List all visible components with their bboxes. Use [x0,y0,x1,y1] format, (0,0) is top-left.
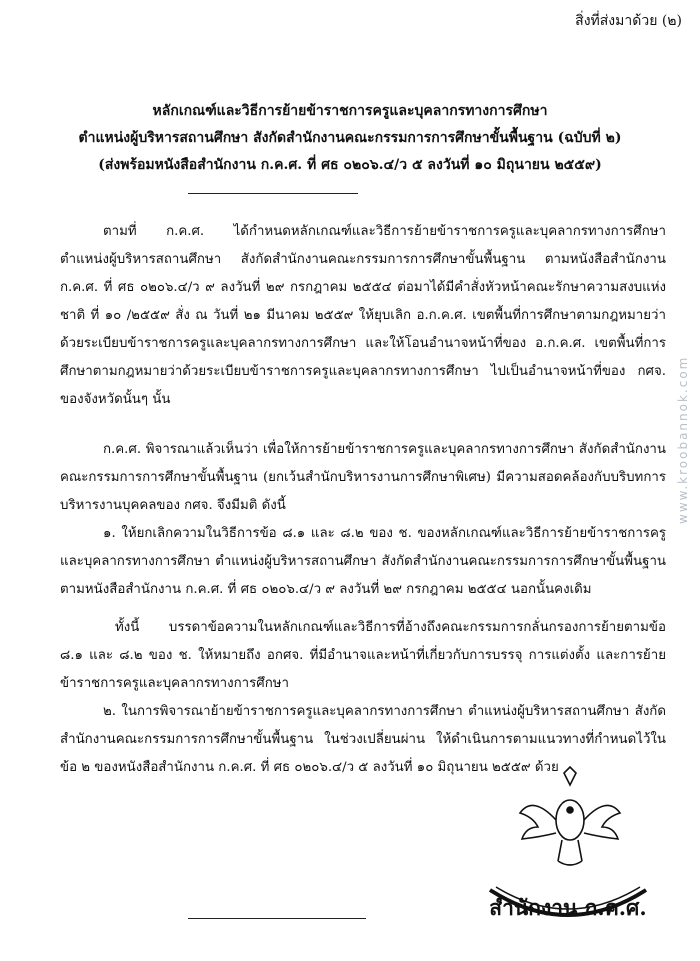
document-body [60,218,666,782]
site-watermark: www.kroobannok.com [676,355,690,525]
attachment-label: สิ่งที่ส่งมาด้วย (๒) [575,13,682,29]
document-title [20,98,680,179]
agency-seal-stamp [478,765,658,925]
title-line-3: (ส่งพร้อมหนังสือสำนักงาน ก.ค.ศ. ที่ ศธ ๐๒๐๖.๔/ว ๕ ลงวันที่ ๑๐ มิถุนายน ๒๕๕๙) [98,157,602,173]
paragraph-gap [60,414,666,436]
paragraph-gap [60,604,666,614]
paragraph-item-2: ๒. ในการพิจารณาย้ายข้าราชการครูและบุคลากรทางการศึกษา ตำแหน่งผู้บริหารสถานศึกษา สังกัดสำนักงานคณะกรรมการการศึกษาขั้นพื้นฐาน ในช่วงเปลี่ยนผ่าน ให้ดำเนินการตามแนวทางที่กำหนดไว้ในข้อ ๒ ของหนังสือสำนักงาน ก.ค.ศ. ที่ ศธ ๐๒๐๖.๔/ว ๕ ลงวันที่ ๑๐ มิถุนายน ๒๕๕๙ ด้วย [60,704,666,775]
paragraph-resolution: ก.ค.ศ. พิจารณาแล้วเห็นว่า เพื่อให้การย้ายข้าราชการครูและบุคลากรทางการศึกษา สังกัดสำนักงานคณะกรรมการการศึกษาขั้นพื้นฐาน (ยกเว้นสำนักบริหารงานการศึกษาพิเศษ) มีความสอดคล้องกับบริบทการบริหารงานบุคคลของ กศจ. จึงมีมติ ดังนี้ [60,442,666,513]
garuda-emblem-icon [520,767,620,865]
paragraph-note: ทั้งนี้ บรรดาข้อความในหลักเกณฑ์และวิธีการที่อ้างถึงคณะกรรมการกลั่นกรองการย้ายตามข้อ ๘.๑ และ ๘.๒ ของ ช. ให้หมายถึง อกศจ. ที่มีอำนาจและหน้าที่เกี่ยวกับการบรรจุ การแต่งตั้ง และการย้ายข้าราชการครูและบุคลากรทางการศึกษา [60,620,666,691]
seal-caption: สำนักงาน ก.ค.ศ. [489,895,647,920]
title-divider [188,193,358,194]
title-line-2: ตำแหน่งผู้บริหารสถานศึกษา สังกัดสำนักงานคณะกรรมการการศึกษาขั้นพื้นฐาน (ฉบับที่ ๒) [78,130,622,146]
paragraph-background: ตามที่ ก.ค.ศ. ได้กำหนดหลักเกณฑ์และวิธีการย้ายข้าราชการครูและบุคลากรทางการศึกษา ตำแหน่งผู้บริหารสถานศึกษา สังกัดสำนักงานคณะกรรมการการศึกษาขั้นพื้นฐาน ตามหนังสือสำนักงาน ก.ค.ศ. ที่ ศธ ๐๒๐๖.๔/ว ๙ ลงวันที่ ๒๙ กรกฎาคม ๒๕๕๔ ต่อมาได้มีคำสั่งหัวหน้าคณะรักษาความสงบแห่งชาติ ที่ ๑๐ /๒๕๕๙ สั่ง ณ วันที่ ๒๑ มีนาคม ๒๕๕๙ ให้ยุบเลิก อ.ก.ค.ศ. เขตพื้นที่การศึกษาตามกฎหมายว่าด้วยระเบียบข้าราชการครูและบุคลากรทางการศึกษา และให้โอนอำนาจหน้าที่ของ อ.ก.ค.ศ. เขตพื้นที่การศึกษาตามกฎหมายว่าด้วยระเบียบข้าราชการครูและบุคลากรทางการศึกษา ไปเป็นอำนาจหน้าที่ของ กศจ. ของจังหวัดนั้นๆ นั้น [60,224,666,407]
footer-divider [188,918,366,919]
paragraph-item-1: ๑. ให้ยกเลิกความในวิธีการข้อ ๘.๑ และ ๘.๒ ของ ช. ของหลักเกณฑ์และวิธีการย้ายข้าราชการครูและบุคลากรทางการศึกษา ตำแหน่งผู้บริหารสถานศึกษา สังกัดสำนักงานคณะกรรมการการศึกษาขั้นพื้นฐาน ตามหนังสือสำนักงาน ก.ค.ศ. ที่ ศธ ๐๒๐๖.๔/ว ๙ ลงวันที่ ๒๙ กรกฎาคม ๒๕๕๔ นอกนั้นคงเดิม [60,526,666,597]
title-line-1: หลักเกณฑ์และวิธีการย้ายข้าราชการครูและบุคลากรทางการศึกษา [152,103,548,119]
